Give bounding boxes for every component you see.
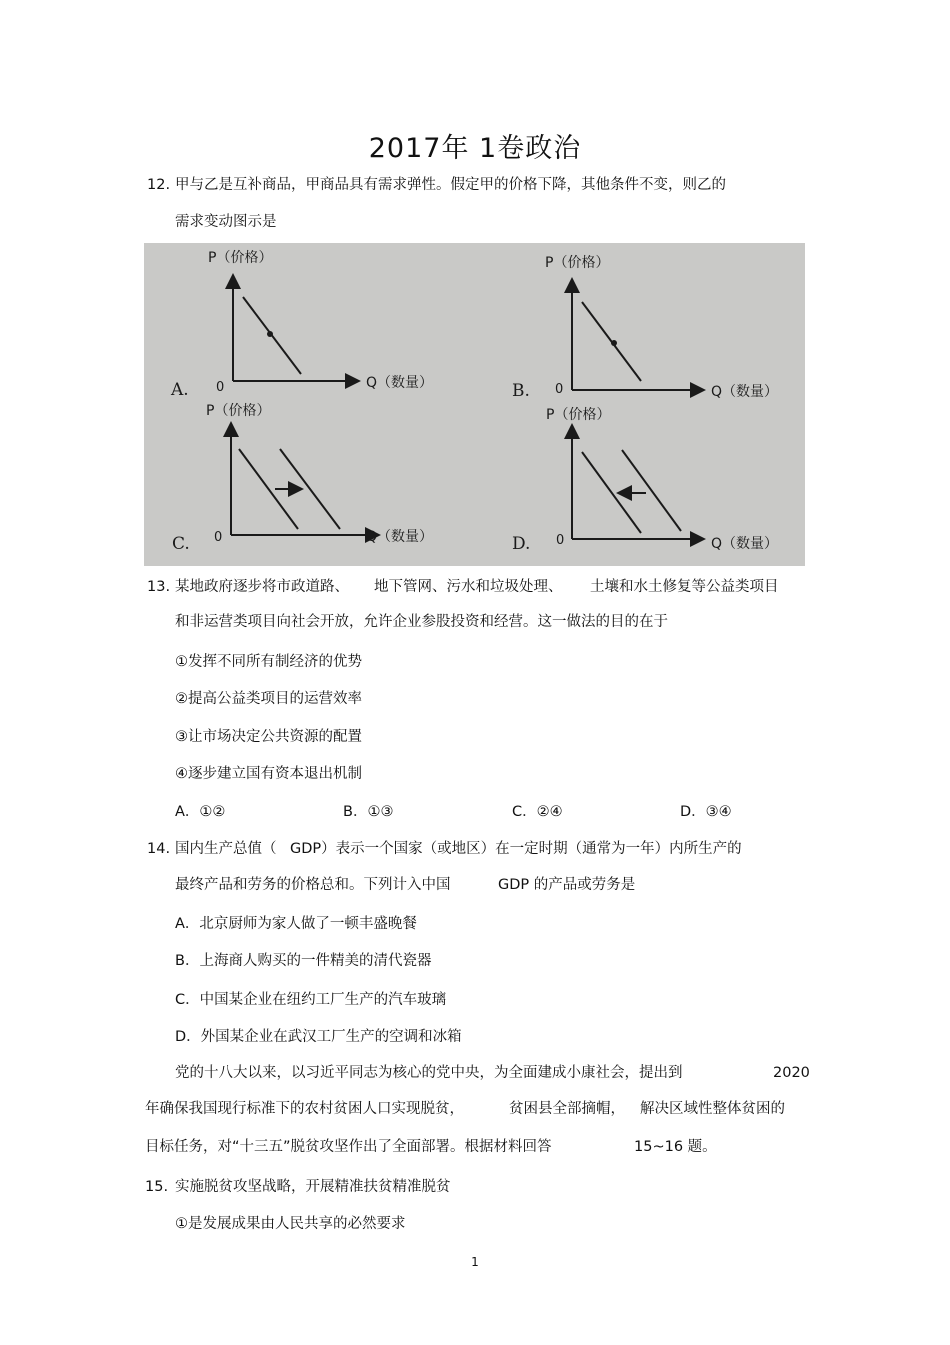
q13-stem-line2: 和非运营类项目向社会开放，允许企业参股投资和经营。这一做法的目的在于 <box>175 614 668 630</box>
demand-curve-panels <box>144 243 805 566</box>
panel-letter: C. <box>172 534 190 554</box>
y-axis-label: P（价格） <box>208 250 273 266</box>
panel-letter: A. <box>171 380 189 400</box>
q14-option-b[interactable]: B．上海商人购买的一件精美的清代瓷器 <box>175 953 432 969</box>
q15-item: ①是发展成果由人民共享的必然要求 <box>175 1216 406 1232</box>
origin-label: 0 <box>555 382 564 397</box>
q14-option-c[interactable]: C．中国某企业在纽约工厂生产的汽车玻璃 <box>175 992 447 1008</box>
origin-label: 0 <box>214 530 223 545</box>
q12-stem-line2: 需求变动图示是 <box>175 214 277 230</box>
panel-letter: B. <box>512 381 530 401</box>
q14-stem-line1-part1: 国内生产总值（ <box>175 841 277 857</box>
material-line3-part2: 15~16 题。 <box>634 1139 717 1155</box>
q13-stem-line1-part3: 土壤和水土修复等公益类项目 <box>590 579 779 595</box>
panel-d <box>512 406 778 554</box>
material-line2-part3: 解决区域性整体贫困的 <box>640 1101 785 1117</box>
q13-item: ④逐步建立国有资本退出机制 <box>175 766 362 782</box>
y-axis-label: P（价格） <box>546 407 611 423</box>
page-number: 1 <box>471 1255 479 1269</box>
x-axis-label: Q（数量） <box>711 384 779 400</box>
q14-option-d[interactable]: D．外国某企业在武汉工厂生产的空调和冰箱 <box>175 1029 462 1045</box>
panel-c <box>172 402 433 554</box>
material-line1-part2: 2020 <box>773 1065 810 1081</box>
q13-stem-line1-part2: 地下管网、污水和垃圾处理、 <box>374 579 563 595</box>
q14-number: 14. <box>147 841 171 857</box>
x-axis-label: Q（数量） <box>366 529 434 545</box>
origin-label: 0 <box>556 533 565 548</box>
x-axis-label: Q（数量） <box>366 375 434 391</box>
q13-item: ①发挥不同所有制经济的优势 <box>175 654 362 670</box>
q13-item: ③让市场决定公共资源的配置 <box>175 729 362 745</box>
q15-stem: 实施脱贫攻坚战略，开展精准扶贫精准脱贫 <box>175 1179 451 1195</box>
material-line2-part2: 贫困县全部摘帽， <box>509 1101 625 1117</box>
q13-number: 13. <box>147 579 171 595</box>
page-title: 2017年 1卷政治 <box>368 133 582 164</box>
y-axis-label: P（价格） <box>545 255 610 271</box>
q13-option-d[interactable]: D．③④ <box>680 804 732 820</box>
demand-curve-figure <box>144 243 805 566</box>
q13-option-c[interactable]: C．②④ <box>512 804 563 820</box>
q12-stem-line1: 甲与乙是互补商品，甲商品具有需求弹性。假定甲的价格下降，其他条件不变，则乙的 <box>175 177 726 193</box>
material-line2-part1: 年确保我国现行标准下的农村贫困人口实现脱贫， <box>145 1101 464 1117</box>
q13-option-a[interactable]: A．①② <box>175 804 226 820</box>
q13-item: ②提高公益类项目的运营效率 <box>175 691 362 707</box>
q14-option-a[interactable]: A．北京厨师为家人做了一顿丰盛晚餐 <box>175 916 417 932</box>
origin-label: 0 <box>216 380 225 395</box>
q14-stem-line2-part2: GDP 的产品或劳务是 <box>498 877 636 893</box>
material-line1-part1: 党的十八大以来，以习近平同志为核心的党中央，为全面建成小康社会，提出到 <box>175 1065 683 1081</box>
q12-number: 12. <box>147 177 171 193</box>
panel-a <box>170 249 433 400</box>
panel-b <box>512 254 778 401</box>
y-axis-label: P（价格） <box>206 403 271 419</box>
q13-stem-line1-part1: 某地政府逐步将市政道路、 <box>175 579 349 595</box>
q13-option-b[interactable]: B．①③ <box>343 804 394 820</box>
q14-stem-line1-part2: GDP）表示一个国家（或地区）在一定时期（通常为一年）内所生产的 <box>290 841 742 857</box>
x-axis-label: Q（数量） <box>711 536 779 552</box>
q15-number: 15. <box>145 1179 169 1195</box>
q14-stem-line2-part1: 最终产品和劳务的价格总和。下列计入中国 <box>175 877 451 893</box>
material-line3-part1: 目标任务，对“十三五”脱贫攻坚作出了全面部署。根据材料回答 <box>145 1139 552 1155</box>
panel-letter: D. <box>512 534 531 554</box>
